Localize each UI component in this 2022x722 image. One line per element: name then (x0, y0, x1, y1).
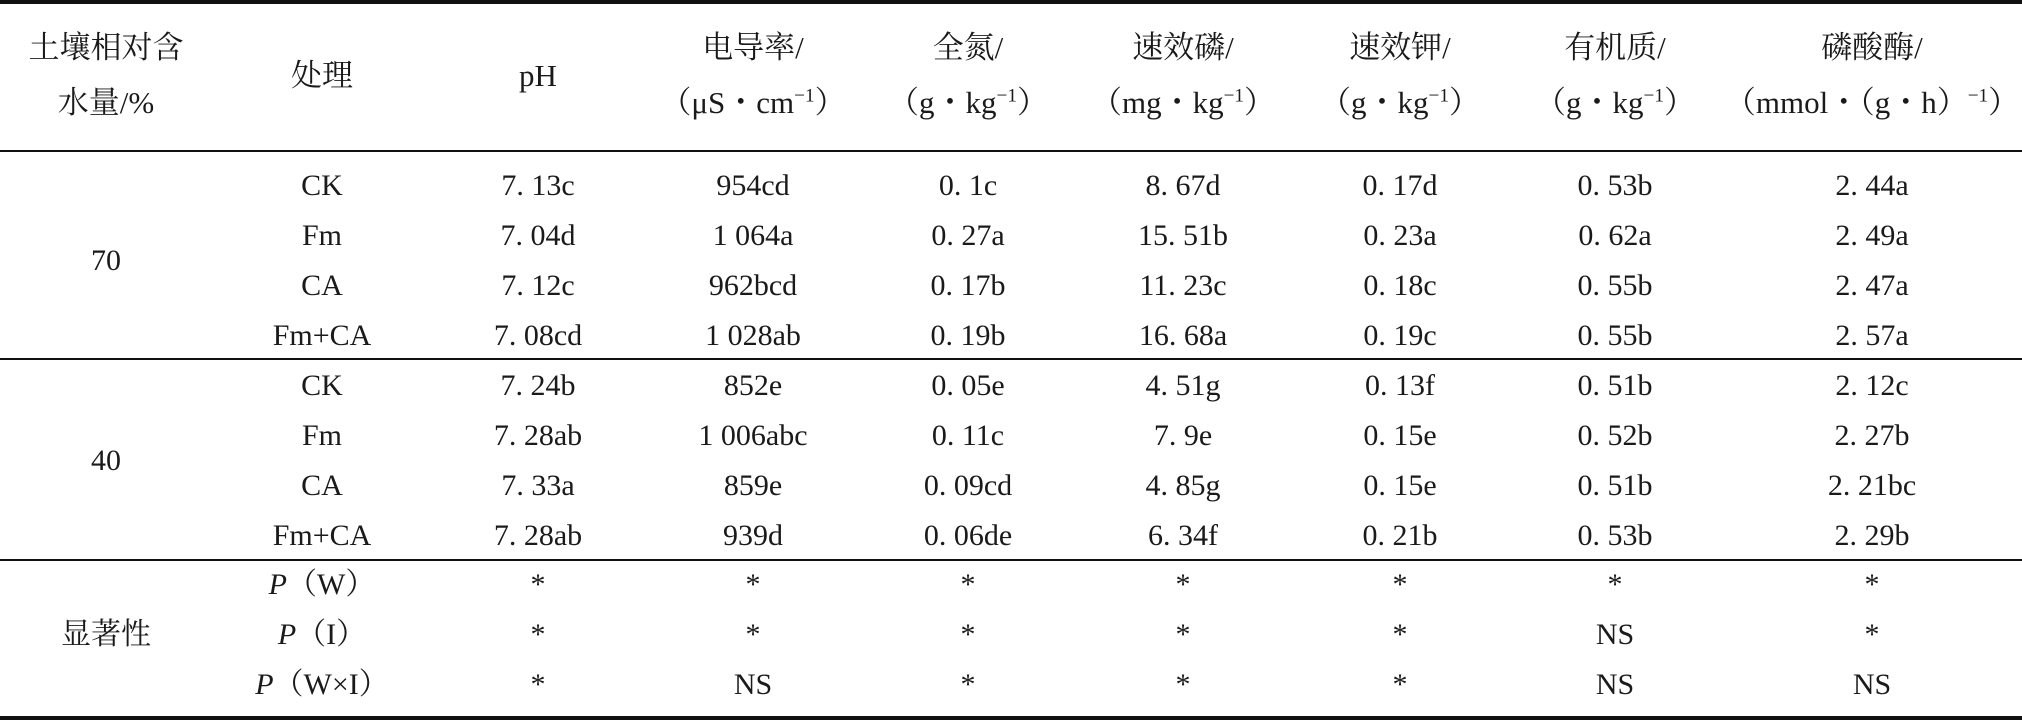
header-ap-name: 速效磷/ (1132, 30, 1234, 65)
value-cell: 0. 21b (1362, 519, 1438, 552)
top-rule (0, 0, 2022, 4)
value-cell: 962bcd (708, 269, 798, 302)
significance-value: NS (1595, 618, 1635, 651)
significance-term: P（I） (277, 618, 367, 651)
significance-value: * (530, 568, 546, 601)
value-cell: 1 028ab (705, 319, 801, 352)
value-cell: 7. 24b (500, 369, 576, 402)
value-cell: 2. 27b (1834, 419, 1910, 452)
header-rule (0, 150, 2022, 152)
value-cell: 954cd (716, 169, 790, 202)
header-ak-unit: （g・$kg^{-1}$） (1320, 85, 1480, 120)
value-cell: 0. 55b (1577, 319, 1653, 352)
value-cell: 6. 34f (1148, 519, 1218, 552)
value-cell: 2. 21bc (1827, 469, 1917, 502)
treatment-cell: Fm+CA (272, 319, 372, 352)
value-cell: 0. 17d (1362, 169, 1438, 202)
treatment-cell: CK (301, 169, 343, 202)
significance-value: * (530, 618, 546, 651)
header-ak-name: 速效钾/ (1349, 30, 1451, 65)
treatment-cell: CA (301, 269, 343, 302)
value-cell: 0. 11c (931, 419, 1005, 452)
value-cell: 852e (723, 369, 783, 402)
value-cell: 0. 23a (1363, 219, 1437, 252)
value-cell: 2. 49a (1835, 219, 1909, 252)
value-cell: 0. 52b (1577, 419, 1653, 452)
header-water-line1: 土壤相对含 (28, 30, 184, 65)
significance-value: * (1864, 568, 1880, 601)
significance-value: * (1392, 618, 1408, 651)
value-cell: 0. 51b (1577, 469, 1653, 502)
treatment-cell: Fm (301, 419, 343, 452)
value-cell: 0. 53b (1577, 519, 1653, 552)
value-cell: 7. 08cd (493, 319, 583, 352)
treatment-cell: CA (301, 469, 343, 502)
value-cell: 2. 29b (1834, 519, 1910, 552)
header-ec-name: 电导率/ (702, 30, 804, 65)
significance-value: * (1607, 568, 1623, 601)
treatment-cell: Fm+CA (272, 519, 372, 552)
value-cell: 15. 51b (1138, 219, 1228, 252)
value-cell: 2. 12c (1835, 369, 1909, 402)
header-ec-unit: （μS・$cm^{-1}$） (660, 85, 846, 120)
value-cell: 8. 67d (1145, 169, 1221, 202)
header-pase-unit: （mmol・（g・h）$^{-1}$） (1724, 85, 2020, 120)
significance-value: NS (733, 668, 773, 701)
value-cell: 0. 1c (938, 169, 998, 202)
water-level-40: 40 (91, 444, 121, 477)
value-cell: 7. 28ab (493, 519, 583, 552)
value-cell: 939d (723, 519, 783, 552)
header-tn-unit: （g・$kg^{-1}$） (888, 85, 1048, 120)
water-level-70: 70 (91, 244, 121, 277)
value-cell: 7. 04d (500, 219, 576, 252)
value-cell: 4. 51g (1145, 369, 1221, 402)
value-cell: 2. 44a (1835, 169, 1909, 202)
value-cell: 0. 53b (1577, 169, 1653, 202)
significance-label: 显著性 (61, 618, 151, 651)
significance-value: * (745, 568, 761, 601)
significance-value: * (530, 668, 546, 701)
value-cell: 7. 12c (501, 269, 575, 302)
significance-term: P（W×I） (255, 668, 389, 701)
value-cell: 0. 62a (1578, 219, 1652, 252)
significance-value: NS (1852, 668, 1892, 701)
value-cell: 0. 05e (931, 369, 1005, 402)
significance-value: * (1864, 618, 1880, 651)
value-cell: 7. 33a (501, 469, 575, 502)
value-cell: 0. 19b (930, 319, 1006, 352)
value-cell: 0. 51b (1577, 369, 1653, 402)
value-cell: 4. 85g (1145, 469, 1221, 502)
treatment-cell: Fm (301, 219, 343, 252)
value-cell: 1 064a (712, 219, 794, 252)
significance-value: * (745, 618, 761, 651)
value-cell: 7. 13c (501, 169, 575, 202)
value-cell: 2. 47a (1835, 269, 1909, 302)
value-cell: 0. 19c (1363, 319, 1437, 352)
value-cell: 0. 15e (1363, 419, 1437, 452)
value-cell: 0. 18c (1363, 269, 1437, 302)
significance-value: * (1175, 618, 1191, 651)
value-cell: 11. 23c (1139, 269, 1227, 302)
value-cell: 7. 28ab (493, 419, 583, 452)
significance-value: * (960, 618, 976, 651)
value-cell: 0. 06de (923, 519, 1013, 552)
value-cell: 0. 15e (1363, 469, 1437, 502)
bottom-rule (0, 716, 2022, 720)
header-water-line2: 水量/% (57, 85, 155, 120)
value-cell: 7. 9e (1153, 419, 1213, 452)
value-cell: 0. 13f (1365, 369, 1435, 402)
significance-value: NS (1595, 668, 1635, 701)
header-ph: pH (519, 58, 557, 93)
significance-value: * (1175, 668, 1191, 701)
value-cell: 0. 09cd (923, 469, 1013, 502)
significance-value: * (1392, 668, 1408, 701)
header-om-name: 有机质/ (1564, 30, 1666, 65)
treatment-cell: CK (301, 369, 343, 402)
value-cell: 859e (723, 469, 783, 502)
header-ap-unit: （mg・$kg^{-1}$） (1090, 85, 1276, 120)
header-om-unit: （g・$kg^{-1}$） (1535, 85, 1695, 120)
significance-value: * (960, 568, 976, 601)
significance-value: * (960, 668, 976, 701)
value-cell: 2. 57a (1835, 319, 1909, 352)
header-pase-name: 磷酸酶/ (1821, 30, 1923, 65)
significance-value: * (1392, 568, 1408, 601)
header-tn-name: 全氮/ (932, 30, 1004, 65)
significance-term: P（W） (268, 568, 376, 601)
value-cell: 0. 55b (1577, 269, 1653, 302)
value-cell: 1 006abc (698, 419, 808, 452)
header-treatment: 处理 (291, 58, 353, 93)
value-cell: 0. 27a (931, 219, 1005, 252)
value-cell: 0. 17b (930, 269, 1006, 302)
value-cell: 16. 68a (1138, 319, 1228, 352)
significance-value: * (1175, 568, 1191, 601)
